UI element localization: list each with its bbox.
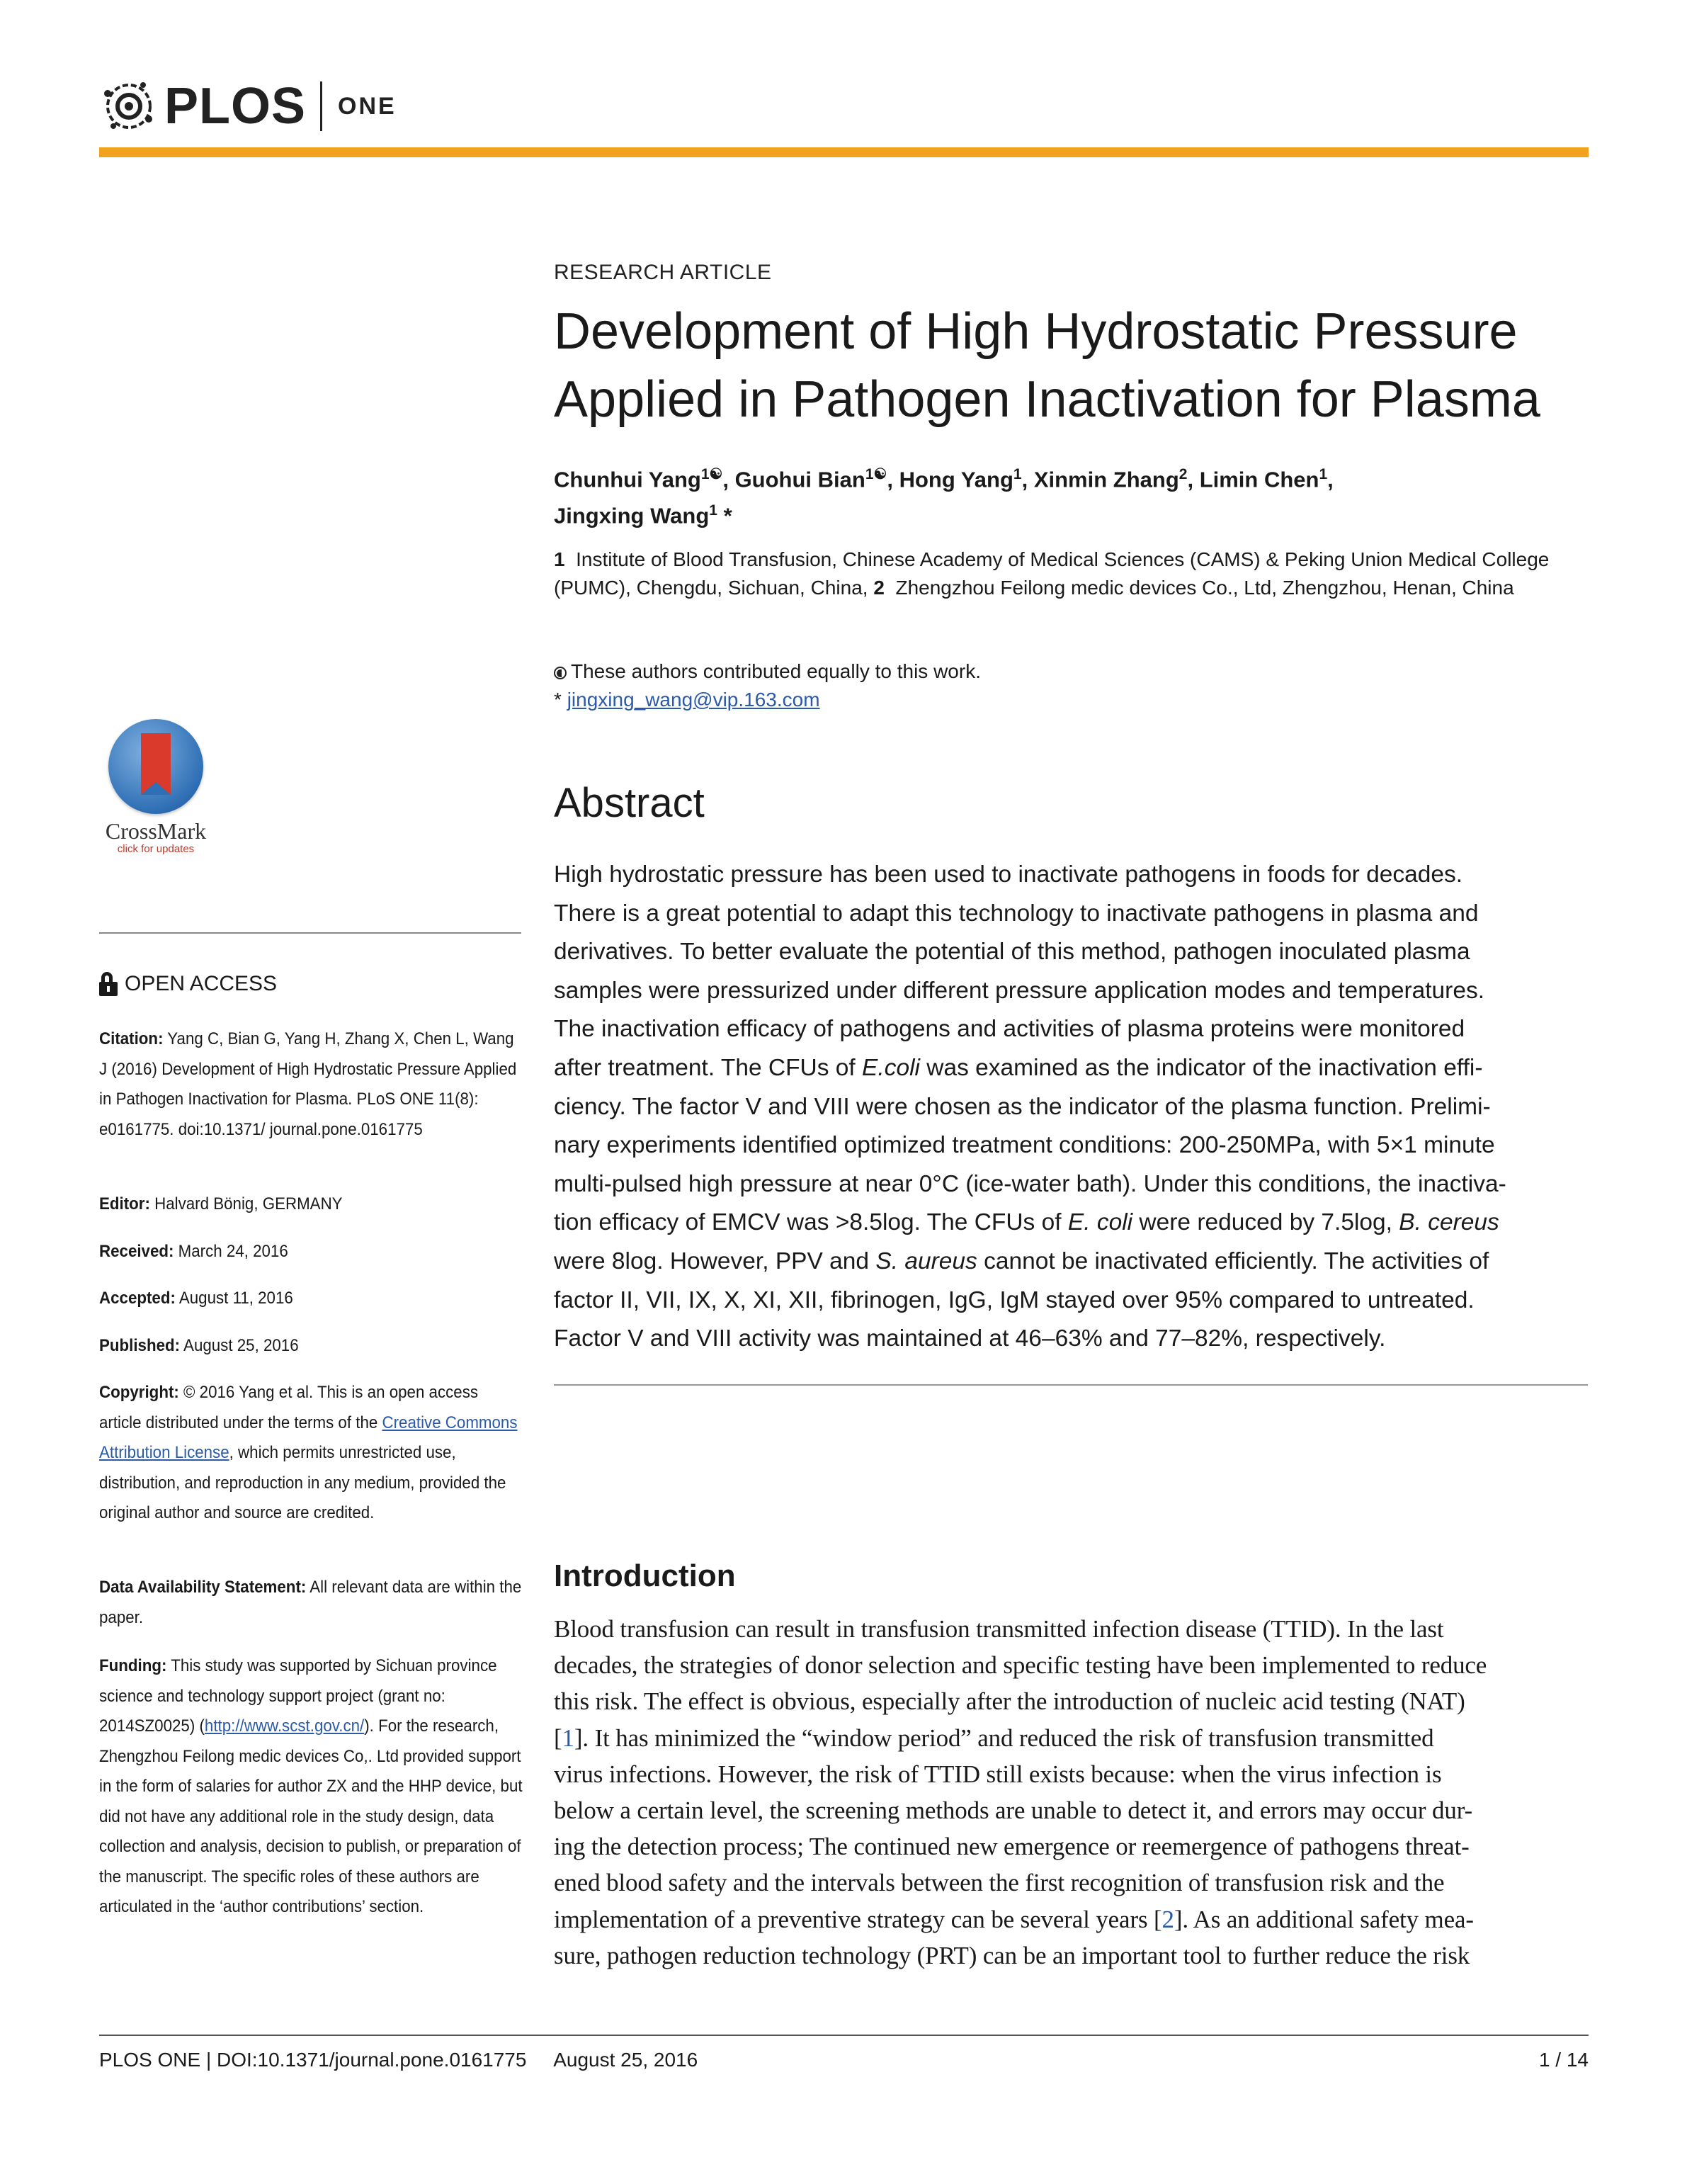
equal-contribution-icon (554, 667, 567, 679)
author-affiliation-mark: 1 (1013, 466, 1022, 482)
abstract-line: factor II, VII, IX, X, XI, XII, fibrinogen, IgG, IgM stayed over 95% compared to untreated. (554, 1286, 1475, 1313)
author-affiliation-mark: 2 (1178, 466, 1188, 482)
abstract-line: samples were pressurized under different pressure application modes and temperatures. (554, 977, 1485, 1004)
introduction-line: this risk. The effect is obvious, especially after the introduction of nucleic acid testing (NAT) (554, 1687, 1465, 1716)
published-date: August 25, 2016 (183, 1336, 299, 1355)
author-notes (554, 657, 1588, 714)
logo-plos-text: PLOS (164, 78, 307, 135)
equal-contribution-note (554, 657, 1588, 686)
editor-label: Editor: (99, 1194, 150, 1213)
author-name: Guohui Bian (734, 467, 865, 492)
reference-link[interactable]: 2 (1161, 1905, 1174, 1933)
data-availability-label: Data Availability Statement: (99, 1578, 307, 1597)
article-title (554, 298, 1588, 434)
open-access-text: OPEN ACCESS (125, 972, 278, 995)
introduction-line: below a certain level, the screening methods are unable to detect it, and errors may occur dur- (554, 1797, 1473, 1825)
abstract-line: after treatment. The CFUs of E.coli was examined as the indicator of the inactivation effi- (554, 1054, 1483, 1081)
logo-divider (320, 81, 322, 131)
crossmark-icon (108, 719, 203, 814)
abstract-line: derivatives. To better evaluate the potential of this method, pathogen inoculated plasma (554, 939, 1470, 966)
corresponding-author-note (554, 686, 1588, 714)
author-list: Chunhui Yang$^{1☯}$, Guohui Bian$^{1☯}$, Hong Yang$^1$, Xinmin Zhang$^2$, Limin Chen$^1$, Jingxing Wang$^1$ * (554, 466, 1334, 528)
copyright-block (99, 1378, 524, 1529)
footer-date: August 25, 2016 (553, 2049, 698, 2071)
plos-logo (99, 77, 397, 136)
author-name: Xinmin Zhang (1033, 467, 1179, 492)
data-availability-text: All relevant data are within the paper. (99, 1578, 522, 1627)
title-line-2: Applied in Pathogen Inactivation for Plasma (554, 371, 1540, 428)
affiliation-text-1: Institute of Blood Transfusion, Chinese Academy of Medical Sciences (CAMS) & Peking Union Medical College (PUMC), Chengdu, Sichuan, China, (554, 548, 1550, 599)
editor-block (99, 1189, 524, 1220)
article-type: RESEARCH ARTICLE (554, 261, 772, 284)
page-number: 1 / 14 (1538, 2049, 1589, 2071)
received-date: March 24, 2016 (178, 1242, 288, 1261)
citation-label: Citation: (99, 1029, 164, 1048)
affiliations (554, 545, 1588, 602)
abstract-line: multi-pulsed high pressure at near 0°C (ice-water bath). Under this conditions, the inactiva- (554, 1170, 1506, 1197)
copyright-text-post: , which permits unrestricted use, distribution, and reproduction in any medium, provided the original author and source are credited. (99, 1443, 506, 1522)
received-block (99, 1237, 524, 1267)
footer-rule (99, 2035, 1589, 2036)
abstract-heading: Abstract (554, 780, 705, 826)
affiliation-text-2: Zhengzhou Feilong medic devices Co., Ltd, Zhengzhou, Henan, China (895, 577, 1514, 599)
accepted-date: August 11, 2016 (178, 1289, 293, 1308)
corresponding-author-mark: * (717, 503, 732, 528)
received-label: Received: (99, 1242, 174, 1261)
abstract-line: nary experiments identified optimized treatment conditions: 200-250MPa, with 5×1 minute (554, 1132, 1495, 1159)
abstract-divider (554, 1384, 1588, 1386)
author-name: Limin Chen (1199, 467, 1319, 492)
copyright-label: Copyright: (99, 1383, 179, 1402)
data-availability-block (99, 1573, 524, 1633)
copyright-text-pre: © 2016 Yang et al. This is an open access article distributed under the terms of the (99, 1383, 479, 1432)
license-link[interactable]: Creative Commons Attribution License (99, 1413, 518, 1462)
funding-link[interactable]: http://www.scst.gov.cn/ (204, 1716, 365, 1736)
abstract-line: The inactivation efficacy of pathogens and activities of plasma proteins were monitored (554, 1016, 1465, 1043)
footer-citation (99, 2049, 698, 2071)
abstract-line: Factor V and VIII activity was maintained at 46–63% and 77–82%, respectively. (554, 1325, 1386, 1352)
introduction-line: sure, pathogen reduction technology (PRT) can be an important tool to further reduce the risk (554, 1941, 1470, 1969)
introduction-line: virus infections. However, the risk of TTID still exists because: when the virus infection is (554, 1760, 1442, 1788)
open-lock-icon (99, 972, 118, 996)
corresponding-email-link[interactable]: jingxing_wang@vip.163.com (567, 689, 820, 711)
reference-link[interactable]: 1 (562, 1724, 574, 1752)
plos-logo-icon (99, 77, 159, 136)
introduction-line: Blood transfusion can result in transfusion transmitted infection disease (TTID). In the last (554, 1615, 1444, 1643)
introduction-line: ened blood safety and the intervals between the first recognition of transfusion risk and the (554, 1869, 1445, 1897)
author-affiliation-mark: 1☯ (700, 466, 723, 482)
funding-block (99, 1651, 524, 1923)
introduction-line: ing the detection process; The continued new emergence or reemergence of pathogens threat- (554, 1833, 1470, 1861)
funding-label: Funding: (99, 1656, 167, 1675)
abstract-line: There is a great potential to adapt this technology to inactivate pathogens in plasma and (554, 900, 1479, 927)
introduction-line: decades, the strategies of donor selection and specific testing have been implemented to reduce (554, 1651, 1487, 1680)
published-block (99, 1331, 524, 1362)
published-label: Published: (99, 1336, 181, 1355)
title-line-1: Development of High Hydrostatic Pressure (554, 303, 1518, 360)
accepted-block (99, 1284, 524, 1314)
crossmark-label: CrossMark (105, 818, 207, 844)
introduction-heading: Introduction (554, 1558, 736, 1593)
footer-journal-doi: PLOS ONE | DOI:10.1371/journal.pone.0161775 (99, 2049, 527, 2071)
sidebar-divider (99, 932, 521, 934)
introduction-line: implementation of a preventive strategy can be several years [2]. As an additional safety mea- (554, 1905, 1474, 1933)
introduction-text (554, 1611, 1588, 1974)
abstract-line: tion efficacy of EMCV was >8.5log. The CFUs of E. coli were reduced by 7.5log, B. cereus (554, 1209, 1499, 1236)
author-affiliation-mark: 1 (1319, 466, 1328, 482)
accepted-label: Accepted: (99, 1289, 176, 1308)
logo-journal-text: ONE (338, 92, 397, 120)
editor-text: Halvard Bönig, GERMANY (154, 1194, 343, 1213)
crossmark-badge[interactable] (99, 719, 212, 855)
author-affiliation-mark: 1 (709, 502, 717, 519)
corresponding-mark: * (554, 689, 562, 711)
crossmark-sublabel: click for updates (117, 843, 195, 855)
affiliation-number-2: 2 (873, 577, 885, 599)
abstract-line: High hydrostatic pressure has been used to inactivate pathogens in foods for decades. (554, 861, 1463, 888)
abstract-line: were 8log. However, PPV and S. aureus cannot be inactivated efficiently. The activities of (554, 1247, 1489, 1274)
author-name: Hong Yang (899, 467, 1013, 492)
open-access-label (99, 972, 524, 996)
introduction-line: [1]. It has minimized the “window period” and reduced the risk of transfusion transmitted (554, 1724, 1434, 1752)
citation-block (99, 1024, 524, 1145)
author-affiliation-mark: 1☯ (865, 466, 887, 482)
author-name: Chunhui Yang (554, 467, 701, 492)
funding-text-pre: This study was supported by Sichuan province science and technology support project (grant no: 2014SZ0025) ( (99, 1656, 497, 1736)
citation-text: Yang C, Bian G, Yang H, Zhang X, Chen L, Wang J (2016) Development of High Hydrostatic Pressure Applied in Pathogen Inactivation for Plasma. PLoS ONE 11(8): e0161775. doi:10.1371/ journal.pone.0161775 (99, 1029, 517, 1139)
author-name: Jingxing Wang (554, 503, 710, 528)
funding-text-post: ). For the research, Zhengzhou Feilong medic devices Co,. Ltd provided support in the form of salaries for author ZX and the HHP device, but did not have any additional role in the study design, data collection and analysis, decision to publish, or preparation of the manuscript. The specific roles of these authors are articulated in the ‘author contributions’ section. (99, 1716, 523, 1916)
abstract-text (554, 856, 1588, 1359)
equal-contribution-text: These authors contributed equally to this work. (571, 660, 981, 682)
abstract-line: ciency. The factor V and VIII were chosen as the indicator of the plasma function. Prelimi- (554, 1093, 1491, 1120)
affiliation-number-1: 1 (554, 548, 565, 570)
header-accent-rule (99, 147, 1589, 157)
